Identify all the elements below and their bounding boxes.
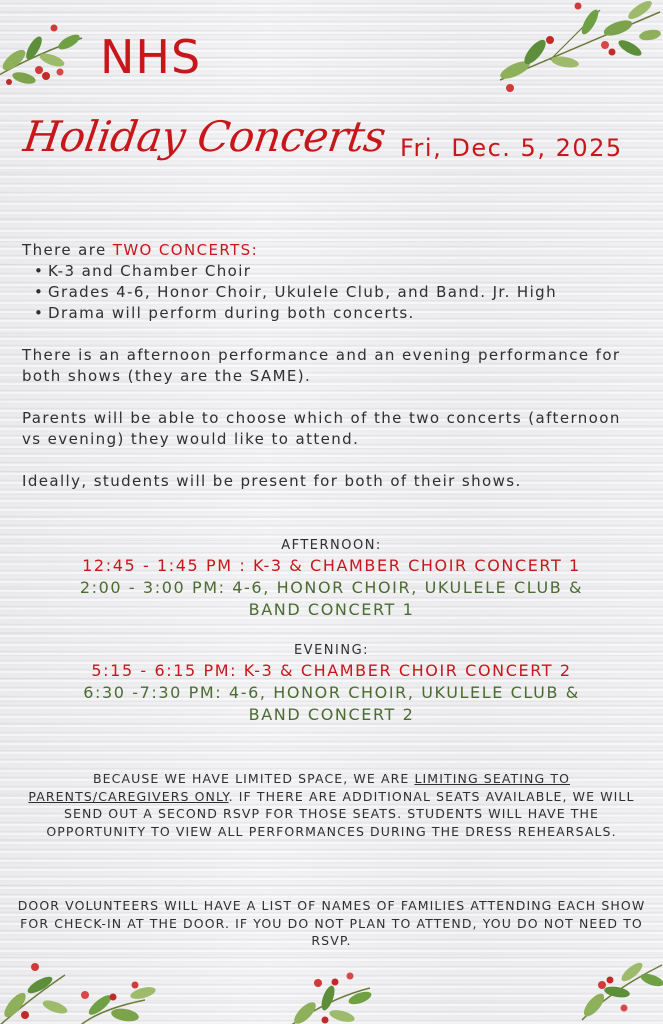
- evening-concert-2: 6:30 -7:30 PM: 4-6, HONOR CHOIR, UKULELE CLUB &: [83, 683, 580, 702]
- list-item: • Grades 4-6, Honor Choir, Ukulele Club, and Band. Jr. High: [34, 282, 642, 303]
- evening-schedule: [0, 642, 663, 726]
- paragraph-choose: Parents will be able to choose which of the two concerts (afternoon vs evening) they would like to attend.: [22, 409, 621, 448]
- paragraph-performances: There is an afternoon performance and an evening performance for both shows (they are the SAME).: [22, 346, 621, 385]
- afternoon-concert-2: 2:00 - 3:00 PM: 4-6, HONOR CHOIR, UKULELE CLUB &: [79, 578, 584, 597]
- evening-heading: EVENING:: [293, 643, 370, 658]
- intro-lead-text: There are: [22, 241, 113, 259]
- afternoon-schedule: [0, 537, 663, 621]
- concert-list: [34, 261, 642, 324]
- list-item: • Drama will perform during both concerts.: [34, 303, 642, 324]
- afternoon-concert-2-cont: BAND CONCERT 1: [248, 600, 415, 619]
- holly-sprig-icon: [0, 20, 94, 90]
- page-title: Holiday Concerts: [20, 112, 389, 161]
- seating-note-after: . IF THERE ARE ADDITIONAL SEATS AVAILABLE, WE WILL SEND OUT A SECOND RSVP FOR THOSE SEATS. STUDENTS WILL HAVE THE OPPORTUNITY TO VIEW ALL PERFORMANCES DURING THE DRESS REHEARSALS.: [46, 788, 635, 839]
- volunteer-note: DOOR VOLUNTEERS WILL HAVE A LIST OF NAMES OF FAMILIES ATTENDING EACH SHOW FOR CHECK-IN AT THE DOOR. IF YOU DO NOT PLAN TO ATTEND, YOU DO NOT NEED TO RSVP.: [17, 898, 646, 948]
- intro-section: [22, 240, 642, 492]
- afternoon-concert-1: 12:45 - 1:45 PM : K-3 & CHAMBER CHOIR CONCERT 1: [82, 556, 581, 575]
- holly-sprig-icon: [572, 950, 663, 1024]
- intro-lead-highlight: TWO CONCERTS:: [112, 241, 259, 259]
- list-item: • K-3 and Chamber Choir: [34, 261, 642, 282]
- seating-note: [16, 770, 647, 840]
- intro-lead: [22, 240, 642, 261]
- seating-note-underlined: LIMITING SEATING TO PARENTS/CAREGIVERS ONLY: [28, 771, 571, 804]
- holly-sprig-icon: [490, 0, 663, 95]
- evening-concert-2-cont: BAND CONCERT 2: [248, 705, 415, 724]
- paragraph-ideally: Ideally, students will be present for both of their shows.: [22, 472, 522, 490]
- holly-sprig-icon: [280, 968, 380, 1024]
- seating-note-before: BECAUSE WE HAVE LIMITED SPACE, WE ARE: [92, 771, 415, 786]
- afternoon-heading: AFTERNOON:: [281, 538, 382, 553]
- school-name: NHS: [100, 30, 202, 84]
- event-date: Fri, Dec. 5, 2025: [400, 134, 623, 162]
- holly-sprig-icon: [0, 955, 165, 1024]
- evening-concert-1: 5:15 - 6:15 PM: K-3 & CHAMBER CHOIR CONCERT 2: [91, 661, 572, 680]
